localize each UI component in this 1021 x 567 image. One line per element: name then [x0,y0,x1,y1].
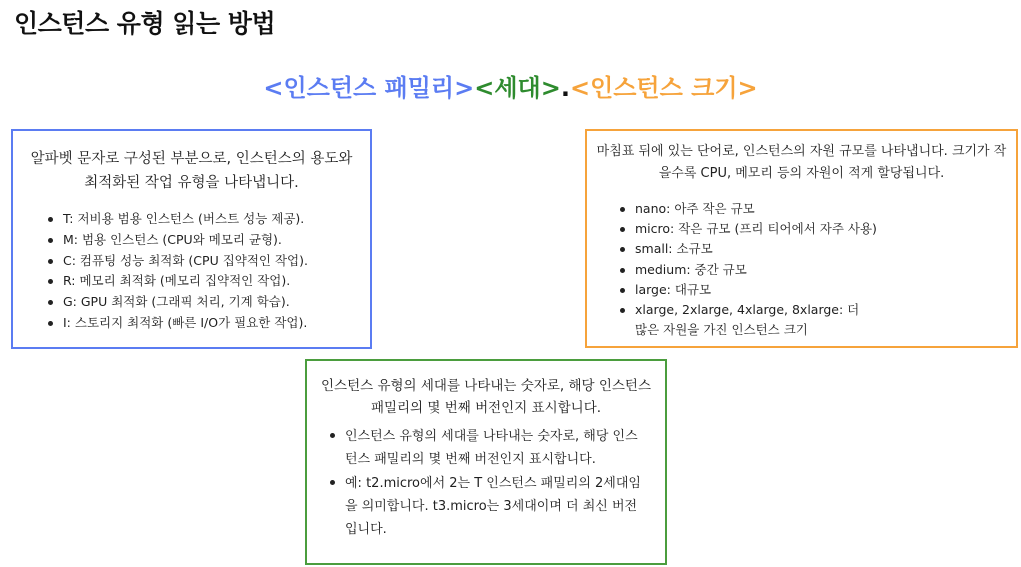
size-box [585,129,1018,348]
size-intro: 마침표 뒤에 있는 단어로, 인스턴스의 자원 규모를 나타냅니다. 크기가 작을수록 CPU, 메모리 등의 자원이 적게 할당됩니다. [596,144,1007,181]
list-item: G: GPU 최적화 (그래픽 처리, 기계 학습). [45,292,370,313]
list-item: 인스턴스 유형의 세대를 나타내는 숫자로, 해당 인스턴스 패밀리의 몇 번째 버전인지 표시합니다. [327,425,647,472]
list-item: large: 대규모 [617,280,1016,300]
list-item: xlarge, 2xlarge, 4xlarge, 8xlarge: 더 많은 자원을 가진 인스턴스 크기 [617,300,865,340]
list-item: C: 컴퓨팅 성능 최적화 (CPU 집약적인 작업). [45,251,370,272]
generation-box [305,359,667,565]
page-title: 인스턴스 유형 읽는 방법 [14,9,276,38]
list-item: micro: 작은 규모 (프리 티어에서 자주 사용) [617,219,1016,239]
list-item: I: 스토리지 최적화 (빠른 I/O가 필요한 작업). [45,313,370,334]
formula-generation: <세대> [474,74,561,102]
generation-list [327,425,647,541]
family-intro: 알파벳 문자로 구성된 부분으로, 인스턴스의 용도와 최적화된 작업 유형을 나타냅니다. [30,151,353,191]
family-box [11,129,372,349]
list-item: small: 소규모 [617,239,1016,259]
formula-dot: . [560,74,570,102]
list-item: medium: 중간 규모 [617,260,1016,280]
list-item: M: 범용 인스턴스 (CPU와 메모리 균형). [45,230,370,251]
generation-intro: 인스턴스 유형의 세대를 나타내는 숫자로, 해당 인스턴스 패밀리의 몇 번째 버전인지 표시합니다. [321,378,651,416]
size-list [617,199,1016,340]
list-item: nano: 아주 작은 규모 [617,199,1016,219]
list-item: 예: t2.micro에서 2는 T 인스턴스 패밀리의 2세대임을 의미합니다. t3.micro는 3세대이며 더 최신 버전입니다. [327,472,647,542]
formula-family: <인스턴스 패밀리> [263,74,475,102]
list-item: R: 메모리 최적화 (메모리 집약적인 작업). [45,271,370,292]
list-item: T: 저비용 범용 인스턴스 (버스트 성능 제공). [45,209,370,230]
formula-size: <인스턴스 크기> [569,74,758,102]
family-list [45,209,370,334]
instance-type-formula [0,68,1021,103]
